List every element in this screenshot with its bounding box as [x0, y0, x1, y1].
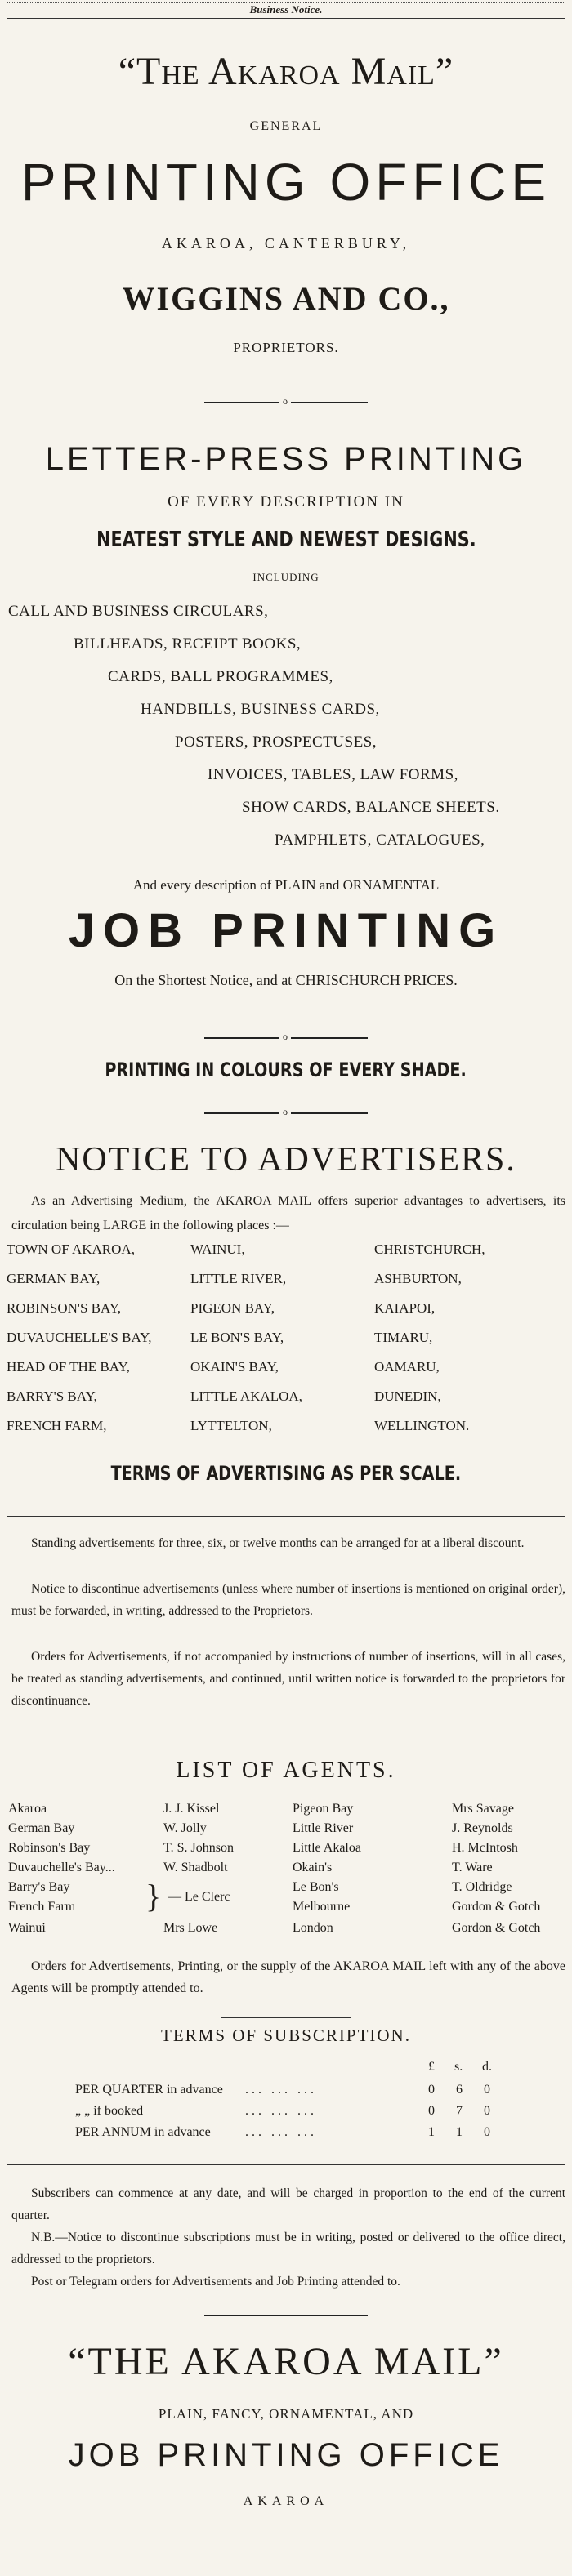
letterpress-heading: LETTER-PRESS PRINTING — [45, 441, 527, 477]
advertisers-paragraph: Notice to discontinue advertisements (unless where number of insertions is mentioned on original order), must be forwarded, in writing, addressed to the Proprietors. — [11, 1582, 565, 1618]
place-cell: KAIAPOI, — [374, 1300, 436, 1316]
agent-place: Little River — [293, 1821, 354, 1835]
currency-header: d. — [482, 2060, 492, 2074]
service-item: POSTERS, PROSPECTUSES, — [175, 733, 377, 751]
agent-place: Little Akaloa — [293, 1841, 361, 1855]
location-line: AKAROA, CANTERBURY, — [161, 235, 411, 252]
footer-rule — [204, 2315, 368, 2316]
service-item: CALL AND BUSINESS CIRCULARS, — [8, 603, 269, 620]
firm-name: WIGGINS AND CO., — [122, 280, 450, 317]
subscription-pence: 0 — [484, 2083, 490, 2097]
agent-place: Pigeon Bay — [293, 1802, 354, 1816]
ornament-divider-1: o — [204, 398, 368, 408]
place-cell: LITTLE RIVER, — [190, 1271, 287, 1286]
head-rule — [7, 18, 565, 19]
subscription-pounds: 0 — [428, 2104, 435, 2118]
service-item: INVOICES, TABLES, LAW FORMS, — [208, 766, 458, 783]
place-cell: DUNEDIN, — [374, 1388, 441, 1404]
footer-line: PLAIN, FANCY, ORNAMENTAL, AND — [158, 2406, 414, 2422]
colours-line — [0, 1058, 572, 1082]
agent-place: Melbourne — [293, 1900, 351, 1914]
leader-dots: ... ... ... — [245, 2083, 317, 2097]
terms-advertising-line — [0, 1462, 572, 1486]
currency-header: £ — [428, 2060, 435, 2074]
service-item: BILLHEADS, RECEIPT BOOKS, — [74, 635, 302, 653]
colours-line-text: PRINTING IN COLOURS OF EVERY SHADE. — [105, 1058, 467, 1081]
agent-name: Mrs Savage — [452, 1802, 514, 1816]
printing-office-heading: PRINTING OFFICE — [20, 153, 552, 212]
agent-bracket: } — [145, 1878, 162, 1914]
subscription-shillings: 6 — [456, 2083, 463, 2097]
leader-dots: ... ... ... — [245, 2125, 317, 2139]
agent-name: — Le Clerc — [168, 1890, 230, 1904]
place-cell: WAINUI, — [190, 1241, 245, 1257]
place-cell: ROBINSON'S BAY, — [7, 1300, 122, 1316]
agent-place: London — [293, 1921, 333, 1935]
advertisers-heading: NOTICE TO ADVERTISERS. — [56, 1141, 516, 1179]
place-cell: ASHBURTON, — [374, 1271, 462, 1286]
subscription-paragraph: N.B.—Notice to discontinue subscriptions must be in writing, posted or delivered to the office direct, addressed to the proprietors. — [11, 2231, 565, 2266]
agent-place: Okain's — [293, 1861, 333, 1874]
service-item: HANDBILLS, BUSINESS CARDS, — [141, 701, 380, 718]
subscription-pounds: 1 — [428, 2125, 435, 2139]
agent-name: J. J. Kissel — [163, 1802, 220, 1816]
place-cell: CHRISTCHURCH, — [374, 1241, 485, 1257]
agent-place: French Farm — [8, 1900, 76, 1914]
agents-heading: LIST OF AGENTS. — [176, 1758, 396, 1783]
style-line — [0, 528, 572, 552]
subscription-term: PER QUARTER in advance — [75, 2083, 223, 2097]
place-cell: TOWN OF AKAROA, — [7, 1241, 135, 1257]
subscription-shillings: 7 — [456, 2104, 463, 2118]
advertisers-intro: As an Advertising Medium, the AKAROA MAIL offers superior advantages to advertisers, its circulation being LARGE in the following places :— — [11, 1194, 565, 1232]
subscription-term: „ „ if booked — [75, 2104, 144, 2118]
footer-title: “THE AKAROA MAIL” — [68, 2340, 504, 2383]
proprietors-label: PROPRIETORS. — [233, 340, 339, 355]
short-rule — [221, 2017, 351, 2018]
terms-advertising-text: TERMS OF ADVERTISING AS PER SCALE. — [110, 1462, 462, 1485]
subscription-paragraph: Post or Telegram orders for Advertisements and Job Printing attended to. — [31, 2275, 400, 2289]
shortest-notice-line: On the Shortest Notice, and at CHRISCHURCH PRICES. — [114, 972, 458, 988]
masthead-title: “The Akaroa Mail” — [118, 50, 454, 93]
footer-place: AKAROA — [243, 2494, 329, 2508]
running-head: Business Notice. — [249, 3, 323, 16]
subscription-pence: 0 — [484, 2104, 490, 2118]
place-cell: OKAIN'S BAY, — [190, 1359, 279, 1375]
agent-name: Mrs Lowe — [163, 1921, 218, 1935]
service-item: CARDS, BALL PROGRAMMES, — [108, 668, 333, 685]
place-cell: TIMARU, — [374, 1330, 433, 1345]
agent-place: Akaroa — [8, 1802, 47, 1816]
subscription-term: PER ANNUM in advance — [75, 2125, 211, 2139]
agent-place: Robinson's Bay — [8, 1841, 91, 1855]
place-cell: PIGEON BAY, — [190, 1300, 275, 1316]
agent-place: Duvauchelle's Bay... — [8, 1861, 115, 1874]
agent-place: Barry's Bay — [8, 1880, 70, 1894]
place-cell: GERMAN BAY, — [7, 1271, 101, 1286]
agent-name: T. Oldridge — [452, 1880, 512, 1894]
currency-header: s. — [454, 2060, 463, 2074]
subscription-shillings: 1 — [456, 2125, 463, 2139]
agent-name: T. Ware — [452, 1861, 493, 1874]
agent-place: German Bay — [8, 1821, 75, 1835]
place-cell: LYTTELTON, — [190, 1418, 272, 1433]
subscription-paragraph: Subscribers can commence at any date, and will be charged in proportion to the end of the current quarter. — [11, 2186, 565, 2222]
general-label: GENERAL — [249, 119, 323, 133]
agent-place: Le Bon's — [293, 1880, 339, 1894]
advertisers-paragraph: Standing advertisements for three, six, or twelve months can be arranged for at a liberal discount. — [31, 1536, 525, 1550]
agent-name: J. Reynolds — [452, 1821, 513, 1835]
agent-name: Gordon & Gotch — [452, 1900, 541, 1914]
advertisers-paragraph: Orders for Advertisements, if not accompanied by instructions of number of insertions, will in all cases, be treated as standing advertisements, and continued, until written notice is forwarded to the proprietors for discontinuance. — [11, 1650, 565, 1708]
place-cell: DUVAUCHELLE'S BAY, — [7, 1330, 152, 1345]
place-cell: LE BON'S BAY, — [190, 1330, 284, 1345]
subscription-heading: TERMS OF SUBSCRIPTION. — [161, 2026, 411, 2045]
place-cell: HEAD OF THE BAY, — [7, 1359, 130, 1375]
service-item: SHOW CARDS, BALANCE SHEETS. — [242, 799, 500, 816]
job-printing-heading: JOB PRINTING — [68, 904, 504, 957]
agent-place: Wainui — [8, 1921, 46, 1935]
section-rule — [7, 1516, 565, 1517]
agent-name: W. Jolly — [163, 1821, 207, 1835]
section-rule — [7, 2164, 565, 2165]
ornament-divider-2: o — [204, 1033, 368, 1043]
agent-name: Gordon & Gotch — [452, 1921, 541, 1935]
subscription-pounds: 0 — [428, 2083, 435, 2097]
place-cell: OAMARU, — [374, 1359, 440, 1375]
ornament-divider-3: o — [204, 1108, 368, 1118]
footer-job-office: JOB PRINTING OFFICE — [68, 2437, 504, 2473]
agent-name: T. S. Johnson — [163, 1841, 234, 1855]
subscription-pence: 0 — [484, 2125, 490, 2139]
description-line: OF EVERY DESCRIPTION IN — [168, 493, 404, 510]
agent-name: H. McIntosh — [452, 1841, 518, 1855]
style-line-text: NEATEST STYLE AND NEWEST DESIGNS. — [96, 528, 476, 552]
place-cell: BARRY'S BAY, — [7, 1388, 97, 1404]
place-cell: LITTLE AKALOA, — [190, 1388, 302, 1404]
leader-dots: ... ... ... — [245, 2104, 317, 2118]
place-cell: WELLINGTON. — [374, 1418, 470, 1433]
agents-note: Orders for Advertisements, Printing, or the supply of the AKAROA MAIL left with any of the above Agents will be promptly attended to. — [11, 1959, 565, 1995]
place-cell: FRENCH FARM, — [7, 1418, 107, 1433]
service-item: PAMPHLETS, CATALOGUES, — [275, 831, 485, 849]
including-label: INCLUDING — [252, 571, 320, 583]
agent-name: W. Shadbolt — [163, 1861, 228, 1874]
every-description-line: And every description of PLAIN and ORNAMENTAL — [132, 877, 440, 893]
